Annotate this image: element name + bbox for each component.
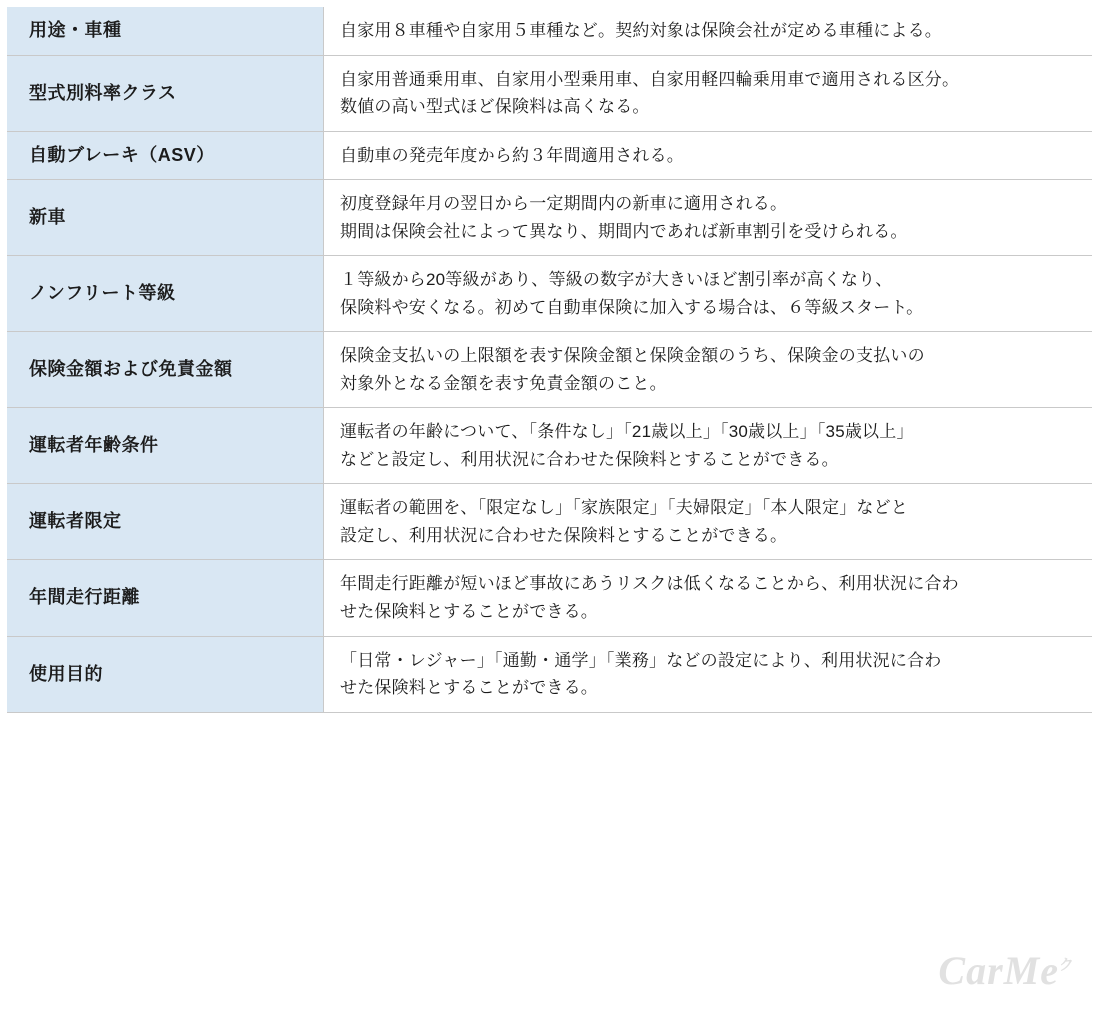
row-description: [324, 484, 1093, 560]
table-row: [7, 332, 1092, 408]
description-line: 設定し、利用状況に合わせた保険料とすることができる。: [340, 525, 788, 545]
description-line: などと設定し、利用状況に合わせた保険料とすることができる。: [340, 449, 839, 469]
row-description: [324, 332, 1093, 408]
row-label: ノンフリート等級: [7, 256, 324, 332]
description-line: １等級から20等級があり、等級の数字が大きいほど割引率が高くなり、: [340, 270, 893, 290]
description-line: 「日常・レジャー」「通勤・通学」「業務」などの設定により、利用状況に合わ: [340, 650, 942, 670]
description-line: 自家用普通乗用車、自家用小型乗用車、自家用軽四輪乗用車で適用される区分。: [340, 69, 960, 89]
description-line: 自家用８車種や自家用５車種など。契約対象は保険会社が定める車種による。: [340, 21, 942, 40]
description-line: 初度登録年月の翌日から一定期間内の新車に適用される。: [340, 194, 788, 214]
row-label: 型式別料率クラス: [7, 55, 324, 131]
table-row: [7, 560, 1092, 636]
description-line: 保険金支払いの上限額を表す保険金額と保険金額のうち、保険金の支払いの: [340, 346, 925, 366]
description-line: 期間は保険会社によって異なり、期間内であれば新車割引を受けられる。: [340, 221, 908, 241]
row-label: 自動ブレーキ（ASV）: [7, 131, 324, 180]
table-row: [7, 7, 1092, 55]
row-label: 運転者年齢条件: [7, 408, 324, 484]
row-label: 用途・車種: [7, 7, 324, 55]
table-body: [7, 7, 1092, 712]
row-description: [324, 636, 1093, 712]
description-line: 運転者の年齢について、「条件なし」「21歳以上」「30歳以上」「35歳以上」: [340, 422, 914, 442]
row-label: 年間走行距離: [7, 560, 324, 636]
description-line: 運転者の範囲を、「限定なし」「家族限定」「夫婦限定」「本人限定」などと: [340, 498, 908, 518]
row-description: [324, 256, 1093, 332]
table-row: [7, 131, 1092, 180]
row-description: [324, 131, 1093, 180]
watermark-text: CarMe: [938, 948, 1059, 993]
description-line: せた保険料とすることができる。: [340, 601, 598, 621]
carme-watermark: [938, 947, 1074, 994]
table-row: [7, 408, 1092, 484]
description-line: せた保険料とすることができる。: [340, 678, 598, 698]
description-line: 自動車の発売年度から約３年間適用される。: [340, 145, 684, 165]
description-line: 年間走行距離が短いほど事故にあうリスクは低くなることから、利用状況に合わ: [340, 574, 959, 594]
table-row: [7, 256, 1092, 332]
row-description: [324, 55, 1093, 131]
description-line: 保険料や安くなる。初めて自動車保険に加入する場合は、６等級スタート。: [340, 297, 924, 317]
table-row: [7, 484, 1092, 560]
table-row: [7, 55, 1092, 131]
row-description: [324, 180, 1093, 256]
insurance-factors-table: [7, 7, 1092, 713]
row-description: [324, 560, 1093, 636]
description-line: 対象外となる金額を表す免責金額のこと。: [340, 373, 667, 393]
description-line: 数値の高い型式ほど保険料は高くなる。: [340, 97, 650, 117]
table-row: [7, 180, 1092, 256]
row-description: [324, 7, 1093, 55]
row-description: [324, 408, 1093, 484]
row-label: 保険金額および免責金額: [7, 332, 324, 408]
row-label: 運転者限定: [7, 484, 324, 560]
table-row: [7, 636, 1092, 712]
row-label: 使用目的: [7, 636, 324, 712]
row-label: 新車: [7, 180, 324, 256]
watermark-sub: ク: [1058, 957, 1074, 974]
